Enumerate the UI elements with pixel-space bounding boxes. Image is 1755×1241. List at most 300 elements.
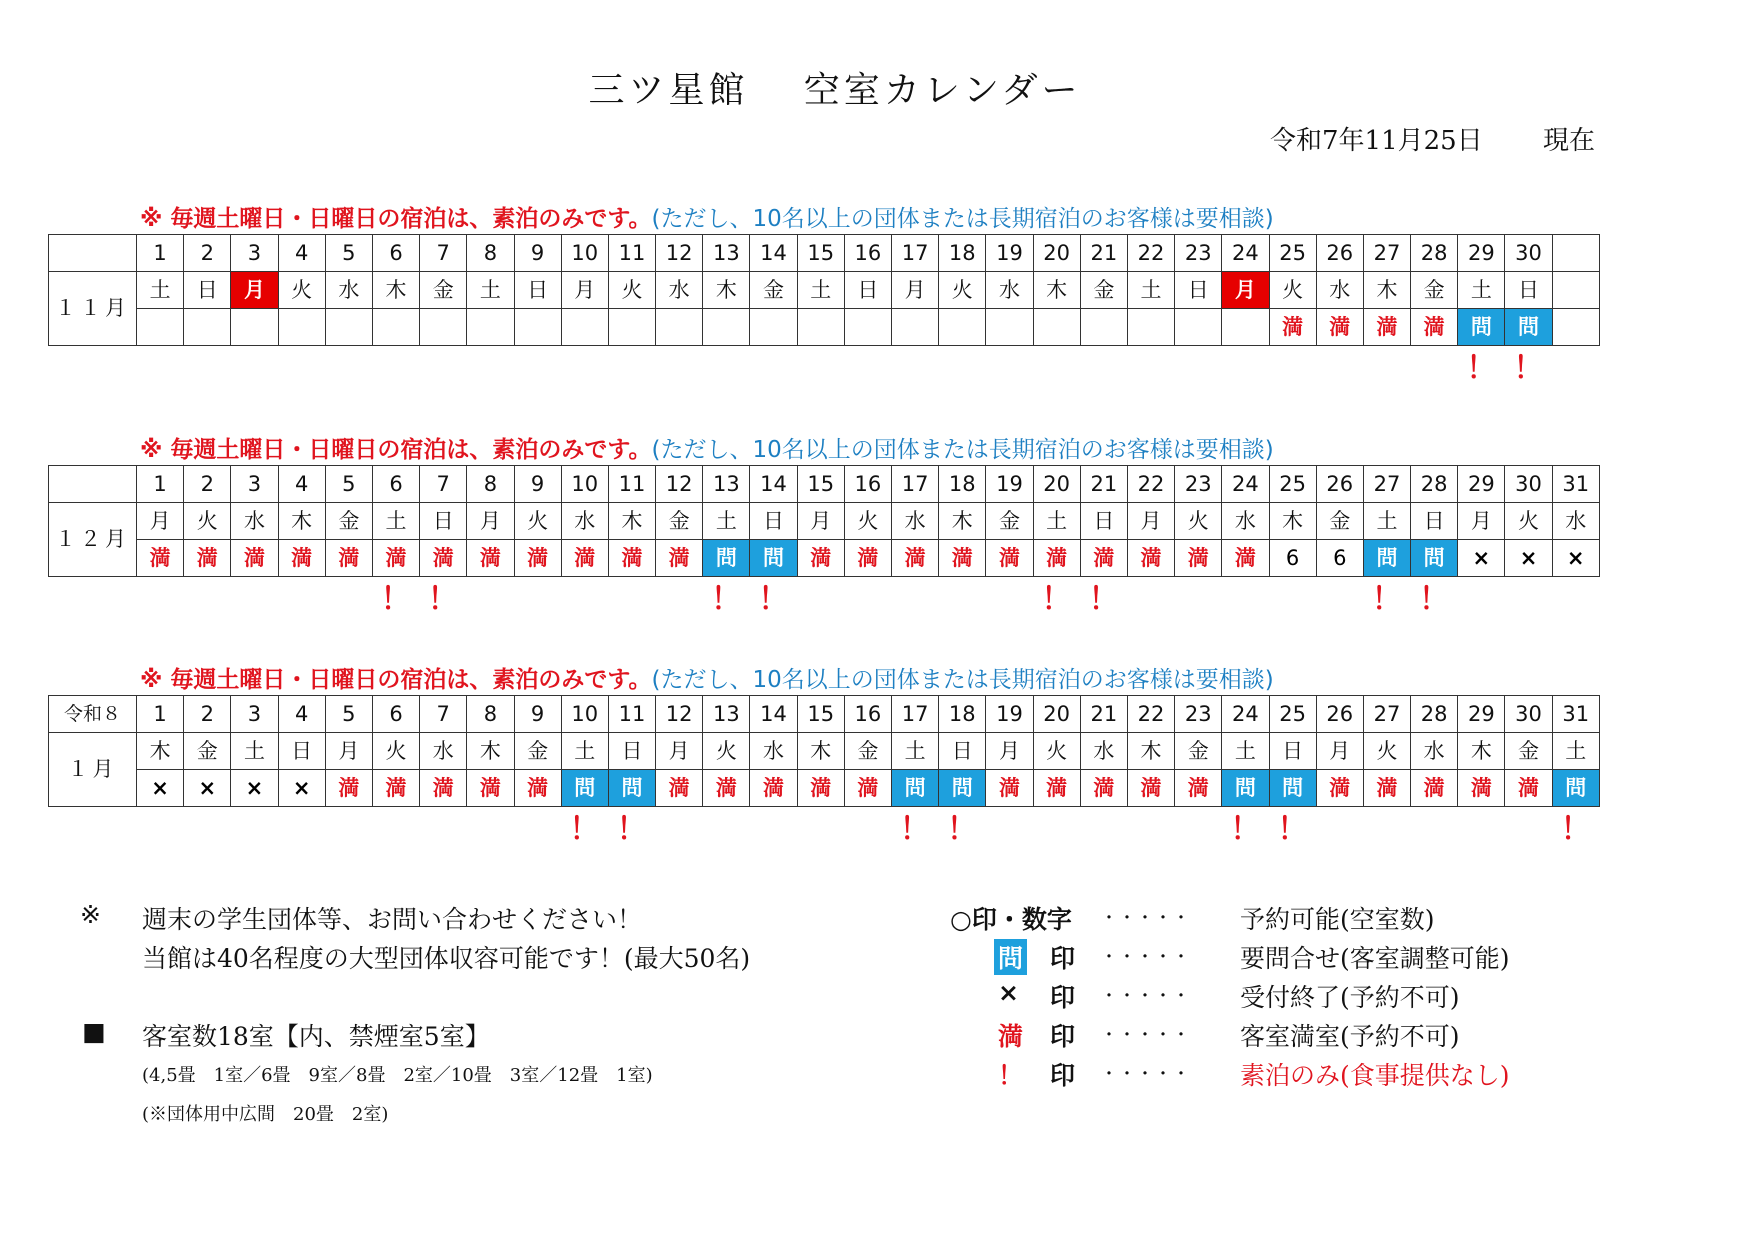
weekday-cell: 月 [986, 733, 1033, 770]
date-cell: 20 [1033, 235, 1080, 272]
status-inquiry: 問 [703, 540, 750, 577]
weekday-cell: 木 [939, 503, 986, 540]
status-full: 満 [1033, 770, 1080, 807]
status-full: 満 [1411, 770, 1458, 807]
status-empty [231, 309, 278, 346]
status-closed: × [137, 770, 184, 807]
date-cell: 8 [467, 235, 514, 272]
weekday-cell: 土 [1552, 733, 1599, 770]
legend-symbol-full: 満 [998, 1022, 1024, 1051]
legend-dots: ・・・・・ [1100, 947, 1190, 968]
room-detail: (4,5畳 1室／6畳 9室／8畳 2室／10畳 3室／12畳 1室) [142, 1065, 653, 1086]
date-cell: 20 [1033, 696, 1080, 733]
date-cell: 10 [561, 696, 608, 733]
legend-suffix: 印 [1050, 944, 1076, 973]
weekday-cell: 金 [1411, 272, 1458, 309]
weekday-cell: 木 [1458, 733, 1505, 770]
status-empty [656, 309, 703, 346]
legend-description: 客室満室(予約不可) [1240, 1022, 1460, 1051]
exclamation-icon: ！ [1230, 812, 1261, 847]
exclamation-icon: ！ [569, 812, 600, 847]
status-inquiry: 問 [1505, 309, 1552, 346]
date-cell: 27 [1363, 696, 1410, 733]
legend-description: 受付終了(予約不可) [1240, 983, 1460, 1012]
notice-red-text: ※ 毎週土曜日・日曜日の宿泊は、素泊のみです。 [140, 437, 652, 463]
notice-red-text: ※ 毎週土曜日・日曜日の宿泊は、素泊のみです。 [140, 206, 652, 232]
weekday-cell: 水 [1316, 272, 1363, 309]
date-cell: 12 [656, 235, 703, 272]
status-empty [1033, 309, 1080, 346]
status-closed: × [1505, 540, 1552, 577]
status-full: 満 [420, 540, 467, 577]
date-cell: 26 [1316, 466, 1363, 503]
status-full: 満 [231, 540, 278, 577]
status-full: 満 [939, 540, 986, 577]
status-full: 満 [325, 540, 372, 577]
status-empty [703, 309, 750, 346]
status-empty [561, 309, 608, 346]
weekday-cell: 水 [1411, 733, 1458, 770]
date-cell: 22 [1127, 466, 1174, 503]
status-available-count: 6 [1316, 540, 1363, 577]
date-cell: 24 [1222, 466, 1269, 503]
date-cell: 19 [986, 235, 1033, 272]
status-full: 満 [750, 770, 797, 807]
legend-dots: ・・・・・ [1100, 1064, 1190, 1085]
weekday-cell: 水 [750, 733, 797, 770]
notice-red-text: ※ 毎週土曜日・日曜日の宿泊は、素泊のみです。 [140, 667, 652, 693]
exclamation-icon: ！ [711, 582, 741, 617]
legend-symbol-inquiry: 問 [994, 939, 1027, 975]
weekday-cell: 木 [1363, 272, 1410, 309]
date-row [49, 696, 1600, 733]
date-cell: 22 [1127, 696, 1174, 733]
status-full: 満 [1175, 540, 1222, 577]
weekday-cell: 火 [703, 733, 750, 770]
weekday-cell: 土 [1033, 503, 1080, 540]
holiday-weekday-cell: 月 [231, 272, 278, 309]
weekday-cell: 日 [939, 733, 986, 770]
date-cell: 23 [1175, 235, 1222, 272]
legend-suffix: 印 [1050, 1022, 1076, 1051]
status-full: 満 [1411, 309, 1458, 346]
weekday-cell: 土 [892, 733, 939, 770]
month-label: １２月 [49, 503, 137, 577]
weekday-cell: 月 [137, 503, 184, 540]
weekday-cell: 木 [467, 733, 514, 770]
date-cell: 6 [372, 235, 419, 272]
weekday-cell: 日 [278, 733, 325, 770]
weekday-cell: 月 [561, 272, 608, 309]
weekday-cell: 月 [1458, 503, 1505, 540]
date-cell: 1 [137, 696, 184, 733]
date-cell: 17 [892, 235, 939, 272]
status-full: 満 [1505, 770, 1552, 807]
status-empty [1127, 309, 1174, 346]
weekday-cell: 土 [1458, 272, 1505, 309]
date-cell: 1 [137, 466, 184, 503]
date-row [49, 235, 1600, 272]
exclamation-icon: ！ [947, 812, 977, 847]
date-cell: 23 [1175, 466, 1222, 503]
status-row [49, 540, 1600, 577]
status-full: 満 [1363, 309, 1410, 346]
weekday-cell: 火 [1505, 503, 1552, 540]
date-cell: 30 [1505, 696, 1552, 733]
notice-blue-text: (ただし、10名以上の団体または長期宿泊のお客様は要相談) [651, 437, 1274, 463]
status-full: 満 [986, 770, 1033, 807]
weekday-cell: 土 [703, 503, 750, 540]
date-cell: 29 [1458, 466, 1505, 503]
date-cell: 26 [1316, 696, 1363, 733]
weekday-cell: 木 [1127, 733, 1174, 770]
exclamation-icon: ！ [1041, 582, 1072, 617]
month-calendar [48, 695, 1600, 807]
weekday-cell: 火 [844, 503, 891, 540]
legend-suffix: 印 [1050, 983, 1076, 1012]
status-empty [797, 309, 844, 346]
date-cell: 2 [184, 466, 231, 503]
weekday-cell: 日 [420, 503, 467, 540]
weekday-cell: 日 [1411, 503, 1458, 540]
weekday-cell: 日 [750, 503, 797, 540]
legend-description: 素泊のみ(食事提供なし) [1240, 1061, 1510, 1090]
status-full: 満 [561, 540, 608, 577]
status-row [49, 770, 1600, 807]
weekday-cell: 土 [797, 272, 844, 309]
status-full: 満 [1363, 770, 1410, 807]
status-closed: × [231, 770, 278, 807]
date-cell: 4 [278, 466, 325, 503]
weekday-cell: 月 [892, 272, 939, 309]
weekday-cell: 金 [1316, 503, 1363, 540]
date-cell: 20 [1033, 466, 1080, 503]
date-cell: 16 [844, 235, 891, 272]
date-cell: 5 [325, 696, 372, 733]
status-full: 満 [325, 770, 372, 807]
status-full: 満 [656, 770, 703, 807]
empty-cell [1552, 272, 1599, 309]
status-full: 満 [844, 540, 891, 577]
weekday-cell: 月 [325, 733, 372, 770]
date-cell: 2 [184, 235, 231, 272]
note-line2: 当館は40名程度の大型団体収容可能です！(最大50名) [142, 944, 751, 973]
status-closed: × [184, 770, 231, 807]
status-empty [137, 309, 184, 346]
date-cell: 18 [939, 696, 986, 733]
status-empty [750, 309, 797, 346]
notice-blue-text: (ただし、10名以上の団体または長期宿泊のお客様は要相談) [651, 667, 1274, 693]
date-cell: 17 [892, 696, 939, 733]
date-cell: 5 [325, 466, 372, 503]
as-of-date: 令和7年11月25日 現在 [1270, 126, 1595, 156]
date-cell: 16 [844, 696, 891, 733]
weekday-cell: 金 [1080, 272, 1127, 309]
date-cell: 2 [184, 696, 231, 733]
status-full: 満 [1127, 540, 1174, 577]
date-cell: 7 [420, 466, 467, 503]
status-inquiry: 問 [892, 770, 939, 807]
weekday-cell: 火 [1363, 733, 1410, 770]
status-empty [278, 309, 325, 346]
legend-suffix: 印 [1050, 1061, 1076, 1090]
status-full: 満 [986, 540, 1033, 577]
status-full: 満 [514, 770, 561, 807]
date-cell: 17 [892, 466, 939, 503]
status-row [49, 309, 1600, 346]
date-cell: 4 [278, 235, 325, 272]
weekday-cell: 土 [372, 503, 419, 540]
date-cell: 14 [750, 235, 797, 272]
weekend-notice [140, 200, 1274, 233]
weekday-cell: 月 [797, 503, 844, 540]
weekday-cell: 水 [561, 503, 608, 540]
weekday-cell: 金 [1175, 733, 1222, 770]
weekday-cell: 木 [608, 503, 655, 540]
status-inquiry: 問 [1458, 309, 1505, 346]
status-inquiry: 問 [1222, 770, 1269, 807]
status-full: 満 [137, 540, 184, 577]
group-rooms: (※団体用中広間 20畳 2室) [142, 1104, 389, 1125]
date-cell: 6 [372, 696, 419, 733]
weekday-cell: 金 [1505, 733, 1552, 770]
weekday-cell: 土 [1363, 503, 1410, 540]
weekday-cell: 水 [892, 503, 939, 540]
weekday-cell: 日 [1175, 272, 1222, 309]
date-cell: 15 [797, 235, 844, 272]
status-empty [514, 309, 561, 346]
status-full: 満 [797, 540, 844, 577]
status-full: 満 [1316, 309, 1363, 346]
date-cell: 26 [1316, 235, 1363, 272]
status-inquiry: 問 [561, 770, 608, 807]
room-count: 客室数18室【内、禁煙室5室】 [142, 1022, 490, 1051]
weekday-row [49, 272, 1600, 309]
weekday-cell: 火 [1175, 503, 1222, 540]
date-cell: 13 [703, 235, 750, 272]
date-cell: 12 [656, 466, 703, 503]
date-cell: 13 [703, 466, 750, 503]
status-full: 満 [372, 770, 419, 807]
status-inquiry: 問 [1269, 770, 1316, 807]
weekday-cell: 日 [1505, 272, 1552, 309]
date-cell: 27 [1363, 235, 1410, 272]
weekday-cell: 月 [1127, 503, 1174, 540]
date-cell: 9 [514, 235, 561, 272]
date-cell: 30 [1505, 235, 1552, 272]
status-empty [1552, 309, 1599, 346]
status-full: 満 [892, 540, 939, 577]
weekday-cell: 木 [278, 503, 325, 540]
weekday-cell: 水 [420, 733, 467, 770]
date-cell: 14 [750, 696, 797, 733]
status-inquiry: 問 [1411, 540, 1458, 577]
date-cell: 10 [561, 235, 608, 272]
status-full: 満 [514, 540, 561, 577]
date-cell: 18 [939, 235, 986, 272]
weekday-cell: 金 [514, 733, 561, 770]
date-cell: 24 [1222, 696, 1269, 733]
status-available-count: 6 [1269, 540, 1316, 577]
status-empty [325, 309, 372, 346]
status-full: 満 [467, 770, 514, 807]
weekday-cell: 水 [231, 503, 278, 540]
legend-dots: ・・・・・ [1100, 908, 1190, 929]
exclamation-icon: ！ [616, 812, 647, 847]
date-cell: 21 [1080, 696, 1127, 733]
weekday-cell: 水 [325, 272, 372, 309]
status-inquiry: 問 [939, 770, 986, 807]
weekday-cell: 火 [278, 272, 325, 309]
status-empty [1080, 309, 1127, 346]
exclamation-icon: ！ [1466, 351, 1497, 386]
status-closed: × [1552, 540, 1599, 577]
date-cell: 27 [1363, 466, 1410, 503]
date-cell: 18 [939, 466, 986, 503]
weekday-cell: 金 [420, 272, 467, 309]
date-cell: 23 [1175, 696, 1222, 733]
weekday-cell: 木 [1269, 503, 1316, 540]
date-cell: 3 [231, 235, 278, 272]
weekday-cell: 金 [184, 733, 231, 770]
status-full: 満 [1222, 540, 1269, 577]
status-full: 満 [467, 540, 514, 577]
date-cell: 25 [1269, 466, 1316, 503]
status-empty [184, 309, 231, 346]
weekend-notice [140, 431, 1274, 464]
date-cell: 21 [1080, 235, 1127, 272]
status-closed: × [1458, 540, 1505, 577]
date-cell: 22 [1127, 235, 1174, 272]
date-cell: 25 [1269, 235, 1316, 272]
status-empty [372, 309, 419, 346]
date-cell: 29 [1458, 696, 1505, 733]
exclamation-icon: ！ [1088, 582, 1119, 617]
weekday-cell: 木 [372, 272, 419, 309]
legend-symbol-available: ○印・数字 [950, 905, 1072, 934]
status-full: 満 [844, 770, 891, 807]
date-row [49, 466, 1600, 503]
status-full: 満 [656, 540, 703, 577]
weekday-cell: 土 [561, 733, 608, 770]
note-mark: ※ [80, 900, 101, 929]
status-empty [844, 309, 891, 346]
weekday-cell: 金 [986, 503, 1033, 540]
page-title: 三ツ星館 空室カレンダー [588, 70, 1082, 111]
weekday-cell: 木 [137, 733, 184, 770]
date-cell: 21 [1080, 466, 1127, 503]
status-full: 満 [1458, 770, 1505, 807]
legend-dots: ・・・・・ [1100, 986, 1190, 1007]
weekday-cell: 月 [467, 503, 514, 540]
status-full: 満 [1080, 770, 1127, 807]
exclamation-icon: ！ [1371, 582, 1402, 617]
date-cell: 31 [1552, 696, 1599, 733]
status-empty [1175, 309, 1222, 346]
status-full: 満 [1269, 309, 1316, 346]
exclamation-icon: ！ [427, 582, 458, 617]
weekday-cell: 金 [325, 503, 372, 540]
month-label: １月 [49, 733, 137, 807]
date-cell: 31 [1552, 466, 1599, 503]
date-cell: 19 [986, 466, 1033, 503]
status-empty [420, 309, 467, 346]
status-full: 満 [184, 540, 231, 577]
weekday-cell: 火 [939, 272, 986, 309]
holiday-weekday-cell: 月 [1222, 272, 1269, 309]
weekday-cell: 土 [467, 272, 514, 309]
date-cell: 13 [703, 696, 750, 733]
status-full: 満 [1175, 770, 1222, 807]
exclamation-icon: ！ [1277, 812, 1308, 847]
date-cell: 24 [1222, 235, 1269, 272]
weekday-cell: 水 [1080, 733, 1127, 770]
status-full: 満 [372, 540, 419, 577]
legend-symbol-closed: × [998, 978, 1019, 1007]
date-cell: 3 [231, 466, 278, 503]
exclamation-icon: ！ [1419, 582, 1449, 617]
date-cell: 8 [467, 696, 514, 733]
date-cell: 9 [514, 696, 561, 733]
legend-description: 予約可能(空室数) [1240, 905, 1435, 934]
status-inquiry: 問 [1363, 540, 1410, 577]
weekday-cell: 月 [1316, 733, 1363, 770]
year-label [49, 235, 137, 272]
date-cell: 28 [1411, 235, 1458, 272]
date-cell: 28 [1411, 696, 1458, 733]
date-cell: 10 [561, 466, 608, 503]
weekday-row [49, 733, 1600, 770]
exclamation-icon: ！ [998, 1061, 1024, 1090]
weekday-cell: 日 [1269, 733, 1316, 770]
weekday-cell: 木 [1033, 272, 1080, 309]
status-empty [1222, 309, 1269, 346]
date-cell: 7 [420, 696, 467, 733]
date-cell: 4 [278, 696, 325, 733]
weekday-cell: 金 [750, 272, 797, 309]
status-empty [608, 309, 655, 346]
date-cell: 15 [797, 466, 844, 503]
date-cell: 11 [608, 696, 655, 733]
date-cell: 7 [420, 235, 467, 272]
weekday-cell: 火 [608, 272, 655, 309]
exclamation-icon: ！ [380, 582, 411, 617]
notice-blue-text: (ただし、10名以上の団体または長期宿泊のお客様は要相談) [651, 206, 1274, 232]
weekday-cell: 日 [184, 272, 231, 309]
date-cell: 11 [608, 466, 655, 503]
date-cell: 5 [325, 235, 372, 272]
status-full: 満 [797, 770, 844, 807]
status-empty [892, 309, 939, 346]
weekday-cell: 土 [137, 272, 184, 309]
weekday-cell: 土 [231, 733, 278, 770]
status-full: 満 [278, 540, 325, 577]
weekday-cell: 木 [797, 733, 844, 770]
year-label: 令和８ [49, 696, 137, 733]
status-full: 満 [1127, 770, 1174, 807]
date-cell: 11 [608, 235, 655, 272]
date-cell: 14 [750, 466, 797, 503]
weekday-cell: 日 [608, 733, 655, 770]
date-cell: 12 [656, 696, 703, 733]
date-cell: 9 [514, 466, 561, 503]
weekday-cell: 火 [1033, 733, 1080, 770]
status-inquiry: 問 [750, 540, 797, 577]
status-full: 満 [608, 540, 655, 577]
date-cell: 30 [1505, 466, 1552, 503]
weekday-cell: 水 [656, 272, 703, 309]
weekday-row [49, 503, 1600, 540]
